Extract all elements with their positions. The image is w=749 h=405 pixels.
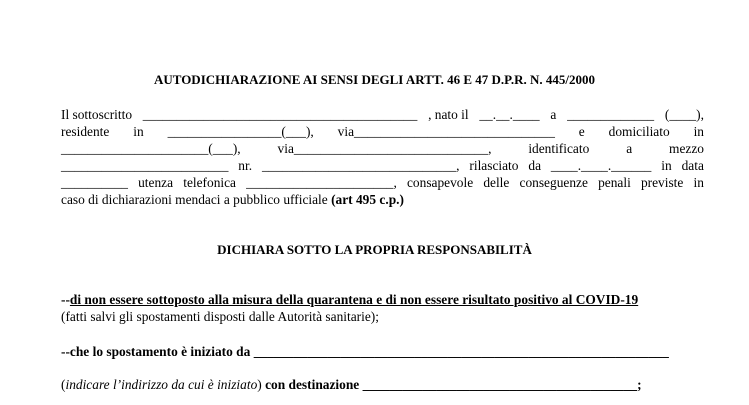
form-line-2 xyxy=(61,124,704,140)
residence-field[interactable]: _________________(___), xyxy=(167,124,314,139)
id-number-field[interactable]: _____________________________, xyxy=(261,158,460,173)
declaration-heading: DICHIARA SOTTO LA PROPRIA RESPONSABILITÀ xyxy=(217,242,532,257)
text-segment: in xyxy=(133,124,144,139)
text-segment: e xyxy=(578,124,585,139)
text-segment: previste xyxy=(640,175,684,190)
form-line-4 xyxy=(61,158,704,174)
birth-place-field[interactable]: _____________ xyxy=(567,107,655,122)
paren-close: ) xyxy=(257,377,262,392)
issuer-field[interactable]: ____.____.______ xyxy=(550,158,652,173)
text-segment: telefonica xyxy=(183,175,237,190)
departure-label: --che lo spostamento è iniziato da xyxy=(61,344,251,359)
text-segment: in xyxy=(693,175,704,190)
text-segment: utenza xyxy=(138,175,174,190)
residence-street-field[interactable]: via______________________________ xyxy=(337,124,555,139)
text-segment: nr. xyxy=(238,158,253,173)
text-segment: a xyxy=(550,107,557,122)
text-segment: Il sottoscritto xyxy=(61,107,133,122)
address-hint: indicare l’indirizzo da cui è iniziato xyxy=(65,377,258,392)
departure-field[interactable]: ______________________________________________________________ xyxy=(253,344,669,359)
text-segment: penali xyxy=(598,175,631,190)
destination-label: con destinazione xyxy=(265,377,360,392)
phone-field[interactable]: ______________________, xyxy=(246,175,397,190)
text-segment: consapevole xyxy=(406,175,474,190)
item-prefix: -- xyxy=(61,292,70,307)
text-segment: conseguenze xyxy=(519,175,588,190)
name-field[interactable]: _________________________________________ xyxy=(142,107,418,122)
text-segment: mezzo xyxy=(669,141,704,156)
text-segment: , nato il xyxy=(428,107,469,122)
form-line-1 xyxy=(61,107,704,123)
document-title: AUTODICHIARAZIONE AI SENSI DEGLI ARTT. 46 E 47 D.P.R. N. 445/2000 xyxy=(153,72,596,87)
birth-province-field[interactable]: (____), xyxy=(664,107,704,122)
text-segment: rilasciato xyxy=(469,158,519,173)
text-segment: in xyxy=(693,124,704,139)
form-line-6 xyxy=(61,192,404,208)
text-segment: delle xyxy=(483,175,510,190)
text-segment: identificato xyxy=(528,141,590,156)
form-line-5 xyxy=(61,175,704,191)
quarantine-statement: di non essere sottoposto alla misura della quarantena e di non essere risultato positivo al COVID-19 xyxy=(69,292,639,307)
domicile-field[interactable]: ______________________(___), xyxy=(61,141,241,156)
form-line-3 xyxy=(61,141,704,157)
text-segment: domiciliato xyxy=(608,124,670,139)
id-document-field[interactable]: _________________________ xyxy=(61,158,229,173)
issue-date-field[interactable]: __________ xyxy=(61,175,128,190)
legal-reference: (art 495 c.p.) xyxy=(331,192,404,207)
text-segment: da xyxy=(528,158,542,173)
declaration-item-2 xyxy=(61,344,669,360)
text-segment: data xyxy=(681,158,704,173)
destination-field[interactable]: _________________________________________ xyxy=(362,377,638,392)
declaration-item-1 xyxy=(61,292,638,308)
paren-open: ( xyxy=(61,377,66,392)
domicile-street-field[interactable]: via_____________________________, xyxy=(277,141,492,156)
text-segment: a xyxy=(626,141,633,156)
text-segment: caso di dichiarazioni mendaci a pubblico ufficiale xyxy=(61,192,328,207)
declaration-note: (fatti salvi gli spostamenti disposti dalle Autorità sanitarie); xyxy=(61,309,379,324)
line-end: ; xyxy=(637,377,642,392)
birth-date-field[interactable]: __.__.____ xyxy=(479,107,540,122)
declaration-item-3 xyxy=(61,377,642,393)
text-segment: in xyxy=(661,158,672,173)
text-segment: residente xyxy=(61,124,110,139)
